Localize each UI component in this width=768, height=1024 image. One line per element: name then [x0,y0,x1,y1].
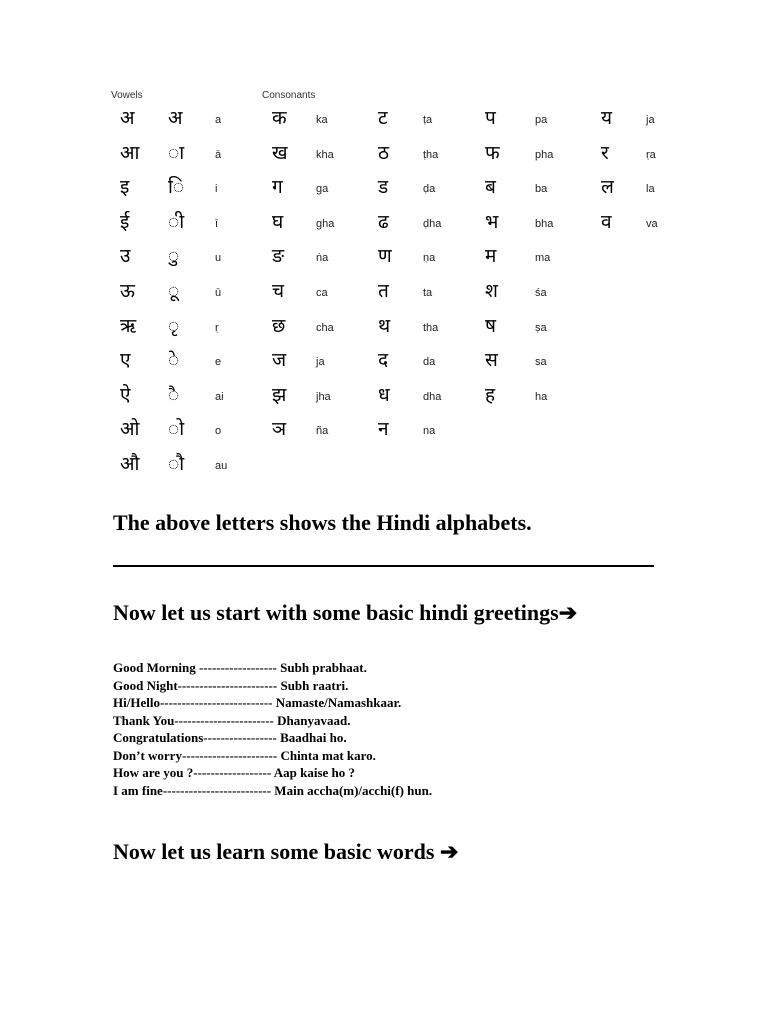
vowel-romanization: a [215,114,222,126]
consonant-romanization: pha [535,148,554,161]
words-heading-text: Now let us learn some basic words [113,839,435,864]
vowel-letter: औ [120,453,140,475]
greetings-heading [113,600,577,626]
consonant-romanization: ḍha [423,217,442,230]
consonant-letter: न [378,418,389,441]
vowel-sign: ौ [168,453,185,475]
vowel-letter: ऊ [120,280,135,302]
consonant-romanization: dha [423,390,442,403]
consonant-letter: र [601,141,609,164]
consonant-romanization: da [423,356,436,369]
consonant-letter: झ [272,383,287,406]
consonant-letter: ठ [378,141,390,164]
words-heading [113,839,458,865]
vowel-letter: अ [120,107,135,129]
consonant-romanization: ṛa [646,148,656,161]
vowel-letter: ओ [120,418,140,441]
consonant-letter: स [485,349,498,372]
consonant-letter: भ [485,210,499,233]
consonant-letter: ण [378,245,392,268]
consonant-letter: फ [485,141,500,164]
consonant-romanization: ṣa [535,321,547,334]
consonant-letter: छ [272,314,286,337]
vowel-sign: ा [168,141,185,164]
vowel-romanization: o [215,425,222,438]
consonant-romanization: ja [316,356,325,369]
consonant-romanization: ha [535,390,548,403]
consonant-romanization: la [646,183,655,196]
vowel-romanization: ā [215,148,222,161]
consonant-letter: ढ [378,210,389,233]
consonant-letter: ख [272,141,288,164]
greeting-line: Thank You----------------------- Dhanyavaad. [113,712,351,728]
vowel-sign: ु [168,245,180,268]
vowel-letter: ऐ [120,383,131,406]
greeting-line: Good Morning ------------------ Subh prabhaat. [113,660,367,675]
consonant-romanization: śa [535,287,547,299]
vowel-romanization: ṛ [215,321,219,334]
consonant-romanization: ba [535,183,548,196]
consonant-letter: ञ [272,418,287,441]
consonant-letter: द [378,349,389,372]
consonant-romanization: ṇa [423,252,436,265]
consonant-romanization: bha [535,217,554,230]
consonant-romanization: ga [316,183,329,196]
consonant-romanization: ña [316,425,329,438]
divider-line [113,565,654,567]
consonant-letter: य [601,107,613,129]
consonants-header: Consonants [262,90,316,101]
consonant-letter: थ [378,314,391,337]
consonant-letter: ट [378,107,388,129]
consonant-letter: ध [378,383,390,406]
consonant-letter: व [601,210,612,233]
consonant-romanization: ka [316,114,328,126]
consonant-romanization: ma [535,252,551,265]
vowel-sign: ी [168,210,185,233]
vowel-romanization: u [215,252,222,265]
consonant-letter: ज [272,349,287,372]
consonant-letter: त [378,280,389,302]
greeting-line: Don’t worry---------------------- Chinta mat karo. [113,747,376,763]
consonant-letter: ल [601,176,614,199]
vowel-letter: ई [120,210,130,233]
vowel-letter: ए [120,349,131,372]
consonant-romanization: ṅa [316,252,329,265]
vowel-romanization: i [215,183,218,196]
vowel-sign: ू [168,280,180,302]
consonant-romanization: pa [535,114,548,126]
consonant-romanization: jha [316,390,331,403]
vowel-letter: ऋ [120,314,137,337]
right-arrow-icon: ➔ [558,600,578,625]
vowel-romanization: ī [215,217,219,230]
consonant-romanization: ca [316,287,328,299]
consonant-romanization: ja [646,114,655,126]
consonant-romanization: ḍa [423,183,436,196]
vowel-letter: उ [120,245,131,268]
vowel-romanization: au [215,460,228,472]
vowel-romanization: ū [215,287,222,299]
consonant-romanization: na [423,425,436,438]
consonant-romanization: tha [423,321,439,334]
consonant-romanization: ṭa [423,114,433,126]
consonant-romanization: sa [535,356,547,369]
vowels-header: Vowels [111,90,143,101]
consonant-letter: ह [485,383,496,406]
consonant-letter: म [485,245,497,268]
vowel-letter: इ [120,176,130,199]
vowel-sign: ि [168,176,185,199]
vowel-sign: ै [168,383,180,406]
consonant-letter: ष [485,314,496,337]
consonant-romanization: ta [423,287,433,299]
consonant-letter: ड [378,176,389,199]
consonant-letter: च [272,280,285,302]
consonant-romanization: gha [316,217,335,230]
greetings-list [113,659,432,799]
vowel-sign: े [168,349,180,372]
vowel-romanization: e [215,356,222,369]
consonant-romanization: cha [316,321,334,334]
alphabets-caption: The above letters shows the Hindi alphabets. [113,510,532,535]
vowel-sign: ृ [168,314,180,337]
greeting-line: I am fine------------------------- Main accha(m)/acchi(f) hun. [113,782,433,798]
consonant-letter: ग [272,176,283,199]
consonant-letter: घ [272,210,284,233]
vowel-romanization: ai [215,390,224,403]
vowel-letter: आ [120,141,140,164]
greeting-line: Good Night----------------------- Subh raatri. [113,677,349,693]
consonant-letter: श [485,280,498,302]
consonant-romanization: kha [316,148,334,161]
consonant-letter: ब [485,176,496,199]
greeting-line: How are you ?------------------ Aap kaise ho ? [113,765,356,780]
greetings-heading-text: Now let us start with some basic hindi greetings [113,600,559,625]
vowel-sign: ो [168,418,185,441]
greeting-line: Congratulations----------------- Baadhai ho. [113,730,347,745]
greeting-line: Hi/Hello-------------------------- Namaste/Namashkaar. [113,695,402,710]
right-arrow-icon: ➔ [439,839,459,864]
consonant-letter: क [272,107,287,129]
consonant-romanization: ṭha [423,148,439,161]
consonant-letter: ङ [272,245,285,268]
consonant-romanization: va [646,217,658,230]
consonant-letter: प [485,107,496,129]
vowel-sign: अ [168,107,183,129]
